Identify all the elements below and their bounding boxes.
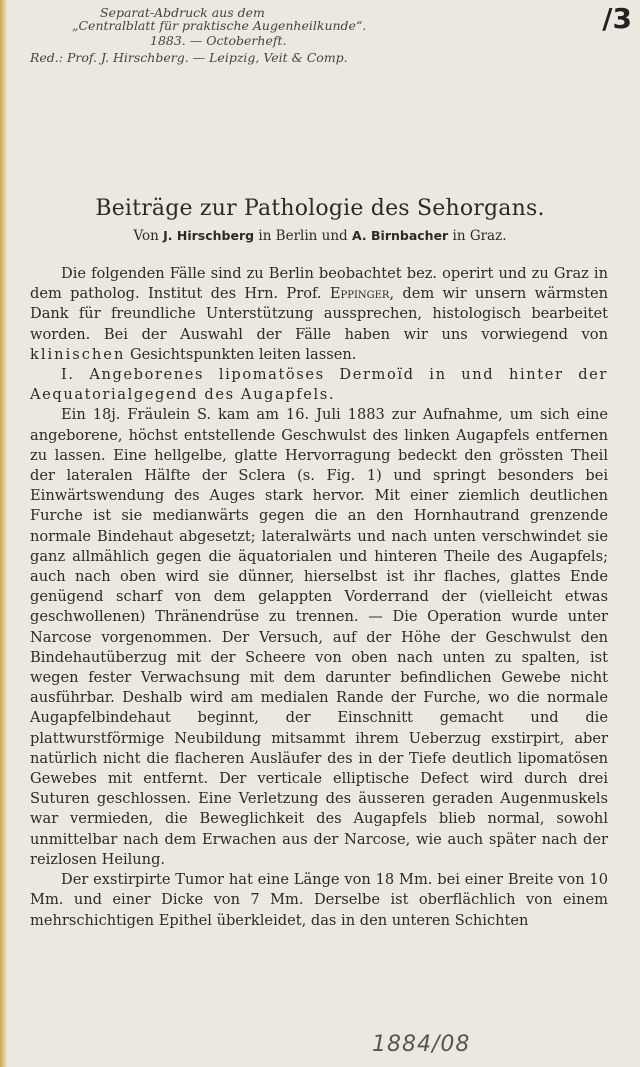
section-heading: I. Angeborenes lipomatöses Dermoïd in und hinter der Aequatorialgegend des Augapfels. <box>30 366 608 404</box>
person-name: Eppinger <box>329 285 390 303</box>
emphasis-text: klinischen <box>30 345 126 363</box>
paragraph-tumor: Der exstirpirte Tumor hat eine Länge von 18 Mm. bei einer Breite von 10 Mm. und einer Dicke von 7 Mm. Derselbe ist oberflächlich von einem mehrschichtigen Epithel überkleidet, das in den unteren Schichten <box>30 871 608 929</box>
journal-editor: Red.: Prof. J. Hirschberg. — Leipzig, Veit & Comp. <box>30 50 348 65</box>
handwritten-annotation: 1884/08 <box>372 1032 471 1057</box>
author-location: in Berlin und <box>258 228 348 244</box>
paragraph-case: Ein 18j. Fräulein S. kam am 16. Juli 1883 zur Aufnahme, um sich eine angeborene, höchst entstellende Geschwulst des linken Augapfels entfernen zu lassen. Eine hellgelbe, glatte Hervorragung bedeckt den grössten Theil der lateralen Hälfte der Sclera (s. Fig. 1) und springt besonders bei Einwärtswendung des Auges stark hervor. Mit einer ziemlich deutlichen Furche ist sie medianwärts gegen die an den Hornhautrand grenzende normale Bindehaut abgesetzt; lateralwärts und nach unten verschwindet sie ganz allmählich gegen die äquatorialen und hinteren Theile des Augapfels; auch nach oben wird sie dünner, hierselbst ist ihr flaches, glattes Ende genügend scharf von dem gelappten Vorderrand der (vielleicht etwas geschwollenen) Thränendrüse zu trennen. — Die Operation wurde unter Narcose vorgenommen. Der Versuch, auf der Höhe der Geschwulst den Bindehautüberzug mit der Scheere von oben nach unten zu spalten, ist wegen fester Verwachsung mit dem darunter befindlichen Gewebe nicht ausführbar. Deshalb wird am medialen Rande der Furche, wo die normale Augapfelbindehaut beginnt, der Einschnitt gemacht und die plattwurstförmige Neubildung mitsammt ihrem Ueberzug exstirpirt, aber natürlich nicht die flacheren Ausläufer des in der Tiefe deutlich lipomatösen Gewebes mit entfernt. Der verticale elliptische Defect wird durch drei Suturen geschlossen. Eine Verletzung des äusseren geraden Augenmuskels war vermieden, die Beweglichkeit des Augapfels blieb normal, sowohl unmittelbar nach dem Erwachen aus der Narcose, wie auch später nach der reizlosen Heilung. <box>30 406 608 868</box>
paragraph-intro <box>30 264 608 365</box>
byline-von: Von <box>133 228 159 244</box>
offprint-note: Separat-Abdruck aus dem <box>100 5 265 20</box>
article-body <box>30 264 608 931</box>
journal-issue: 1883. — Octoberheft. <box>150 33 287 48</box>
byline <box>0 228 640 244</box>
author-name: A. Birnbacher <box>352 228 449 243</box>
text-run: , dem wir unsern wärmsten Dank für freundliche Unterstützung aussprechen, histologisch bearbeitet worden. Bei der Auswahl der Fälle haben wir uns vorwiegend von <box>30 285 608 343</box>
article-title: Beiträge zur Pathologie des Sehorgans. <box>95 196 545 221</box>
author-name: J. Hirschberg <box>163 228 255 243</box>
text-run: Die folgenden Fälle sind zu Berlin beobachtet bez. operirt und zu Graz in dem patholog. Institut des Hrn. Prof. <box>30 265 608 303</box>
journal-name: „Centralblatt für praktische Augenheilkunde“. <box>72 18 367 33</box>
author-location: in Graz. <box>452 228 507 244</box>
text-run: Gesichtspunkten leiten lassen. <box>129 345 357 363</box>
page-number: /3 <box>602 2 632 35</box>
